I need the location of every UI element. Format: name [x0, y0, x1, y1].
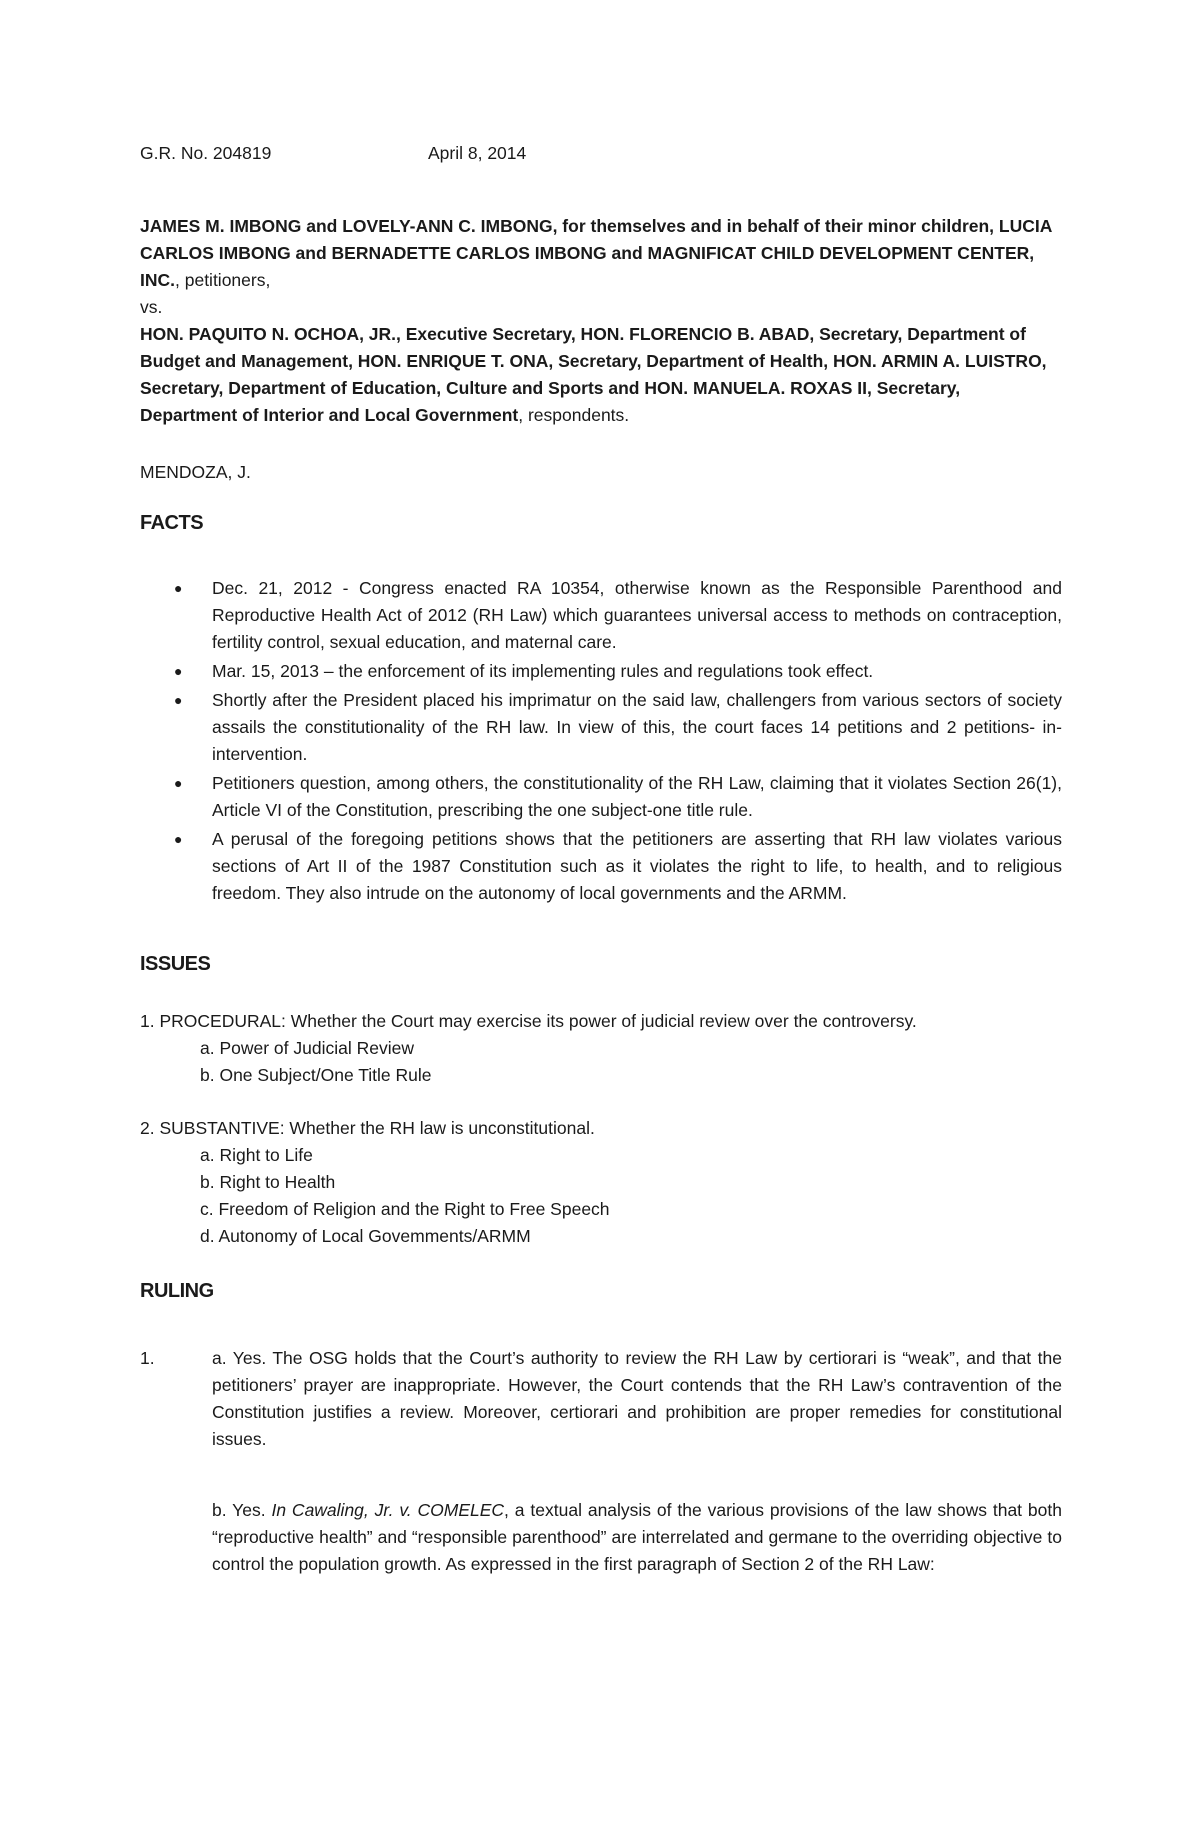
ruling-part-b-lead: b. Yes. [212, 1500, 272, 1520]
fact-text: Dec. 21, 2012 - Congress enacted RA 10354, otherwise known as the Responsible Parenthood and Reproductive Health Act of 2012 (RH Law) which guarantees universal access to methods on contraception, fertility control, sexual education, and maternal care. [212, 578, 1062, 652]
fact-item [140, 770, 1062, 824]
bullet-icon: ● [174, 663, 183, 679]
gr-number: G.R. No. 204819 [140, 143, 272, 163]
ruling-number: 1. [140, 1348, 155, 1368]
issue-sub-item: a. Right to Life [200, 1145, 313, 1165]
issue-sub-item: d. Autonomy of Local Govemments/ARMM [200, 1226, 531, 1246]
fact-text: A perusal of the foregoing petitions shows that the petitioners are asserting that RH law violates various sections of Art II of the 1987 Constitution such as it violates the right to life, to health, and to religious freedom. They also intrude on the autonomy of local governments and the ARMM. [212, 829, 1062, 903]
bullet-icon: ● [174, 692, 183, 708]
issue-sub-item: a. Power of Judicial Review [200, 1038, 414, 1058]
fact-text: Mar. 15, 2013 – the enforcement of its implementing rules and regulations took effect. [212, 661, 874, 681]
issue-sub-item: c. Freedom of Religion and the Right to Free Speech [200, 1199, 610, 1219]
petitioners-role: , petitioners, [175, 270, 271, 290]
ruling-item-1 [140, 1345, 1062, 1453]
respondents-names: HON. PAQUITO N. OCHOA, JR., Executive Secretary, HON. FLORENCIO B. ABAD, Secretary, Department of Budget and Management, HON. ENRIQUE T. ONA, Secretary, Department of Health, HON. ARMIN A. LUISTRO, Secretary, Department of Education, Culture and Sports and HON. MANUELA. ROXAS II, Secretary, Department of Interior and Local Government [140, 324, 1047, 425]
ruling-part-b-case: In Cawaling, Jr. v. COMELEC [271, 1500, 505, 1520]
fact-text: Shortly after the President placed his imprimatur on the said law, challengers from various sectors of society assails the constitutionality of the RH law. In view of this, the court faces 14 petitions and 2 petitions- in-intervention. [212, 690, 1062, 764]
ruling-heading: RULING [140, 1280, 214, 1302]
fact-item [140, 687, 1062, 768]
procedural-issue [140, 1008, 1062, 1089]
issue-sub-item: b. Right to Health [200, 1172, 336, 1192]
ruling-part-b-rest: , a textual analysis of the various provisions of the law shows that both “reproductive health” and “responsible parenthood” are interrelated and germane to the overriding objective to control the population growth. As expressed in the first paragraph of Section 2 of the RH Law: [212, 1500, 1062, 1574]
ponente: MENDOZA, J. [140, 462, 251, 482]
case-header [140, 140, 1062, 167]
bullet-icon: ● [174, 580, 183, 596]
substantive-issue-title: 2. SUBSTANTIVE: Whether the RH law is unconstitutional. [140, 1118, 595, 1138]
respondents [140, 321, 1062, 429]
procedural-issue-title: 1. PROCEDURAL: Whether the Court may exercise its power of judicial review over the controversy. [140, 1011, 917, 1031]
versus-label: vs. [140, 297, 163, 317]
fact-item [140, 826, 1062, 907]
fact-text: Petitioners question, among others, the constitutionality of the RH Law, claiming that it violates Section 26(1), Article VI of the Constitution, prescribing the one subject-one title rule. [212, 773, 1062, 820]
facts-list [140, 575, 1062, 907]
petitioners-names: JAMES M. IMBONG and LOVELY-ANN C. IMBONG, for themselves and in behalf of their minor children, LUCIA CARLOS IMBONG and BERNADETTE CARLOS IMBONG and MAGNIFICAT CHILD DEVELOPMENT CENTER, INC. [140, 216, 1052, 290]
bullet-icon: ● [174, 831, 183, 847]
bullet-icon: ● [174, 775, 183, 791]
decision-date: April 8, 2014 [428, 143, 527, 163]
document-page [140, 140, 1062, 1578]
case-parties [140, 213, 1062, 429]
respondents-role: , respondents. [518, 405, 630, 425]
ruling-part-a: a. Yes. The OSG holds that the Court’s authority to review the RH Law by certiorari is “weak”, and that the petitioners’ prayer are inappropriate. However, the Court contends that the RH Law’s contravention of the Constitution justifies a review. Moreover, certiorari and prohibition are proper remedies for constitutional issues. [212, 1348, 1062, 1449]
issues-heading: ISSUES [140, 953, 211, 975]
fact-item [140, 658, 1062, 685]
fact-item [140, 575, 1062, 656]
issue-sub-item: b. One Subject/One Title Rule [200, 1065, 432, 1085]
facts-heading: FACTS [140, 512, 204, 534]
substantive-issue [140, 1115, 1062, 1250]
petitioners [140, 213, 1062, 294]
ruling-part-b [140, 1497, 1062, 1578]
